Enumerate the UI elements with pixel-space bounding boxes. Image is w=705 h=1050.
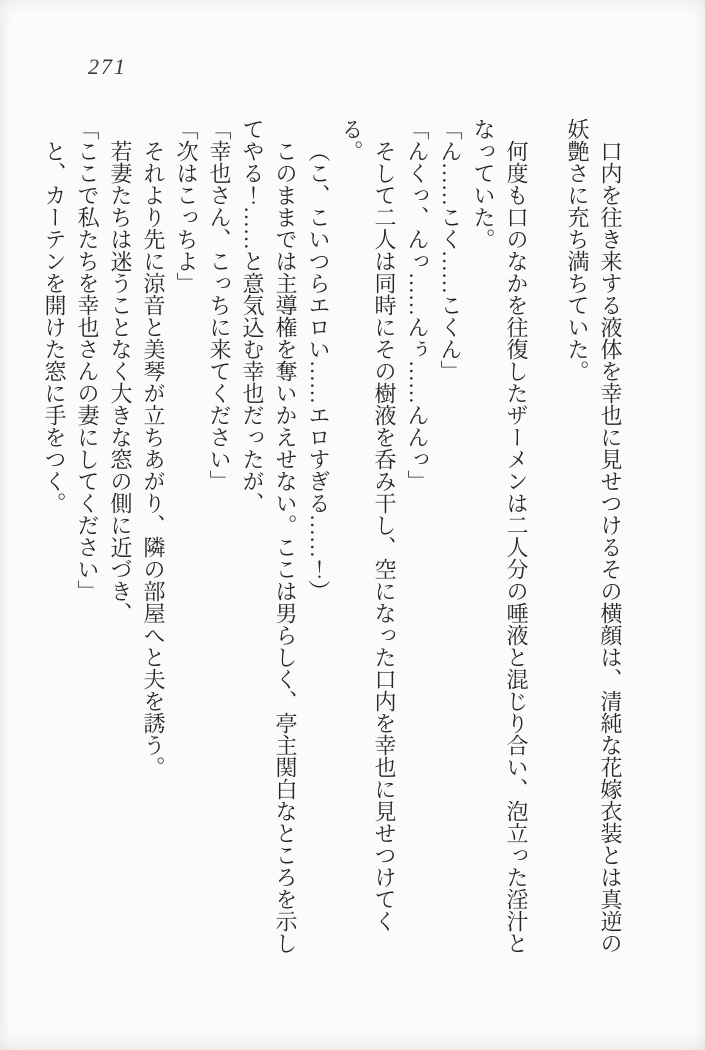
paragraph: 若妻たちは迷うことなく大きな窓の側に近づき、 [108,140,133,624]
page-number: 271 [88,54,127,79]
paragraph: 「次はこっちよ」 [174,118,199,294]
paragraph: と、カーテンを開けた窓に手をつく。 [42,140,67,514]
paragraph: 口内を往き来する液体を幸也に見せつけるその横顔は、清純な花嫁衣装とは真逆の妖艶さに充ち満ちていた。 [565,118,623,954]
paragraph-spacer [533,118,561,958]
paragraph: 「ここで私たちを幸也さんの妻にしてください」 [75,118,100,602]
paragraph: 何度も口のなかを往復したザーメンは二人分の唾液と混じり合い、泡立った淫汁となっていた。 [471,118,529,954]
text-block [38,118,627,958]
paragraph: そして二人は同時にその樹液を呑み干し、空になった口内を幸也に見せつけてくる。 [339,118,397,932]
paragraph: （こ、こいつらエロい……エロすぎる……！） [306,140,331,602]
paragraph: 「ん……こく……こくん」 [438,118,463,382]
paragraph: 「んくっ、んっ……んぅ……んんっ」 [405,118,430,492]
paragraph: それより先に涼音と美琴が立ちあがり、隣の部屋へと夫を誘う。 [141,140,166,778]
paragraph: 「幸也さん、こっちに来てください」 [207,118,232,492]
paragraph: このままでは主導権を奪いかえせない。ここは男らしく、亭主関白なところを示してやる！……と意気込む幸也だったが、 [240,118,298,954]
